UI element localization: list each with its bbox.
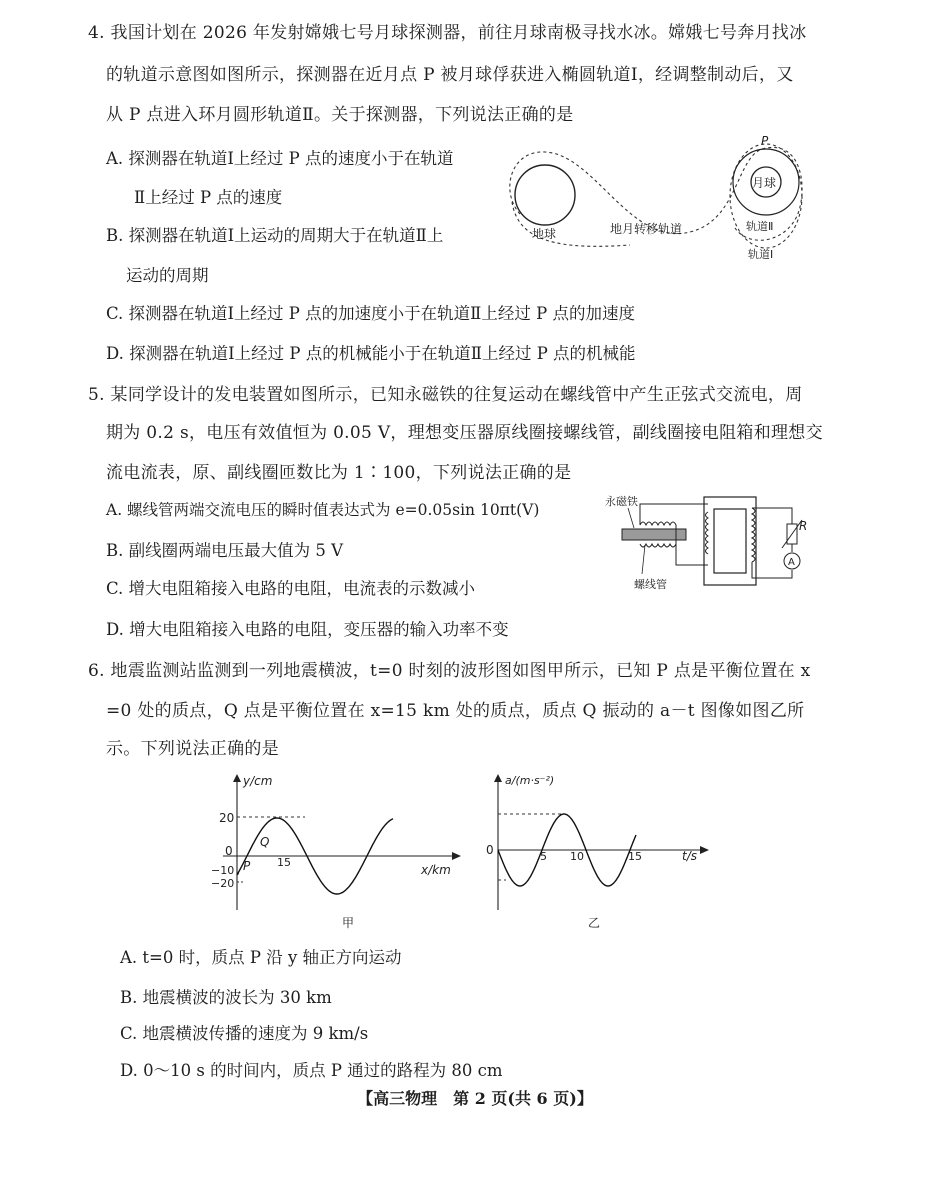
- jia-tick-20: 20: [219, 811, 235, 825]
- solenoid-label: 螺线管: [634, 578, 667, 591]
- yi-caption: 乙: [588, 916, 601, 930]
- jia-p-label: P: [243, 859, 251, 873]
- secondary-coil: [752, 508, 755, 562]
- q4-option-c: C. 探测器在轨道Ⅰ上经过 P 点的加速度小于在轨道Ⅱ上经过 P 点的加速度: [106, 304, 635, 323]
- jia-q-label: Q: [260, 835, 270, 849]
- q4-stem-line-1: 4. 我国计划在 2026 年发射嫦娥七号月球探测器，前往月球南极寻找水冰。嫦娥七号奔月找冰: [88, 23, 807, 43]
- generator-circuit-diagram: [600, 490, 820, 602]
- graph-jia: [205, 770, 475, 940]
- q5-option-d: D. 增大电阻箱接入电路的电阻，变压器的输入功率不变: [106, 620, 509, 639]
- jia-tick-n20: −20: [211, 877, 235, 890]
- q5-option-c: C. 增大电阻箱接入电路的电阻，电流表的示数减小: [106, 579, 476, 598]
- resistor-label: R: [799, 519, 808, 533]
- q4-option-b-line-1: B. 探测器在轨道Ⅰ上运动的周期大于在轨道Ⅱ上: [106, 226, 444, 245]
- yi-tick-10: 10: [570, 850, 584, 863]
- jia-x-label: x/km: [421, 863, 451, 877]
- graph-yi: [478, 770, 728, 940]
- moon-label: 月球: [752, 176, 777, 190]
- q6-option-c: C. 地震横波传播的速度为 9 km/s: [120, 1024, 369, 1043]
- q5-stem-line-1: 5. 某同学设计的发电装置如图所示，已知永磁铁的往复运动在螺线管中产生正弦式交流电，周: [88, 385, 803, 405]
- yi-x-label: t/s: [682, 849, 697, 863]
- earth-circle: [515, 165, 575, 225]
- yi-y-label: a/(m·s⁻²): [505, 774, 555, 787]
- q4-stem-line-2: 的轨道示意图如图所示，探测器在近月点 P 被月球俘获进入椭圆轨道Ⅰ，经调整制动后，又: [106, 65, 794, 85]
- transformer-core-outer: [704, 497, 756, 585]
- q5-stem-line-3: 流电流表，原、副线圈匝数比为 1∶100，下列说法正确的是: [106, 463, 572, 483]
- yi-tick-5: 5: [540, 850, 547, 863]
- orbit-2-label: 轨道Ⅱ: [746, 220, 774, 233]
- jia-caption: 甲: [342, 916, 355, 930]
- q4-option-d: D. 探测器在轨道Ⅰ上经过 P 点的机械能小于在轨道Ⅱ上经过 P 点的机械能: [106, 344, 636, 363]
- earth-label: 地球: [532, 227, 557, 241]
- q6-option-b: B. 地震横波的波长为 30 km: [120, 988, 332, 1007]
- ammeter-label: A: [788, 557, 795, 568]
- q6-stem-line-1: 6. 地震监测站监测到一列地震横波，t=0 时刻的波形图如图甲所示，已知 P 点是平衡位置在 x: [88, 661, 811, 681]
- jia-tick-n10: −10: [211, 864, 235, 877]
- orbit-1-label: 轨道Ⅰ: [748, 248, 774, 261]
- q5-stem-line-2: 期为 0.2 s，电压有效值恒为 0.05 V，理想变压器原线圈接螺线管，副线圈接电阻箱和理想交: [106, 423, 823, 443]
- q4-stem-line-3: 从 P 点进入环月圆形轨道Ⅱ。关于探测器，下列说法正确的是: [106, 105, 574, 125]
- q6-option-a: A. t=0 时，质点 P 沿 y 轴正方向运动: [120, 948, 402, 967]
- orbit-diagram: [500, 132, 820, 292]
- q5-option-a: A. 螺线管两端交流电压的瞬时值表达式为 e=0.05sin 10πt(V): [106, 501, 540, 519]
- q6-stem-line-2: =0 处的质点，Q 点是平衡位置在 x=15 km 处的质点，质点 Q 振动的 a－t 图像如图乙所: [106, 701, 805, 721]
- jia-tick-0: 0: [225, 844, 233, 858]
- q4-option-b-line-2: 运动的周期: [126, 266, 209, 285]
- transformer-core-inner: [714, 509, 746, 573]
- jia-tick-15: 15: [277, 856, 291, 869]
- transfer-orbit-label: 地月转移轨道: [610, 222, 683, 236]
- jia-y-label: y/cm: [243, 774, 273, 788]
- p-point-label: P: [761, 134, 769, 148]
- q6-stem-line-3: 示。下列说法正确的是: [106, 739, 279, 759]
- q4-option-a-line-2: Ⅱ上经过 P 点的速度: [134, 188, 283, 207]
- q5-option-b: B. 副线圈两端电压最大值为 5 V: [106, 541, 344, 560]
- q4-option-a-line-1: A. 探测器在轨道Ⅰ上经过 P 点的速度小于在轨道: [106, 149, 454, 168]
- primary-coil: [706, 512, 709, 554]
- page-footer: 【高三物理 第 2 页(共 6 页)】: [357, 1089, 593, 1108]
- yi-tick-0: 0: [486, 843, 494, 857]
- q6-option-d: D. 0～10 s 的时间内，质点 P 通过的路程为 80 cm: [120, 1061, 503, 1080]
- yi-tick-15: 15: [628, 850, 642, 863]
- magnet-label: 永磁铁: [605, 495, 638, 508]
